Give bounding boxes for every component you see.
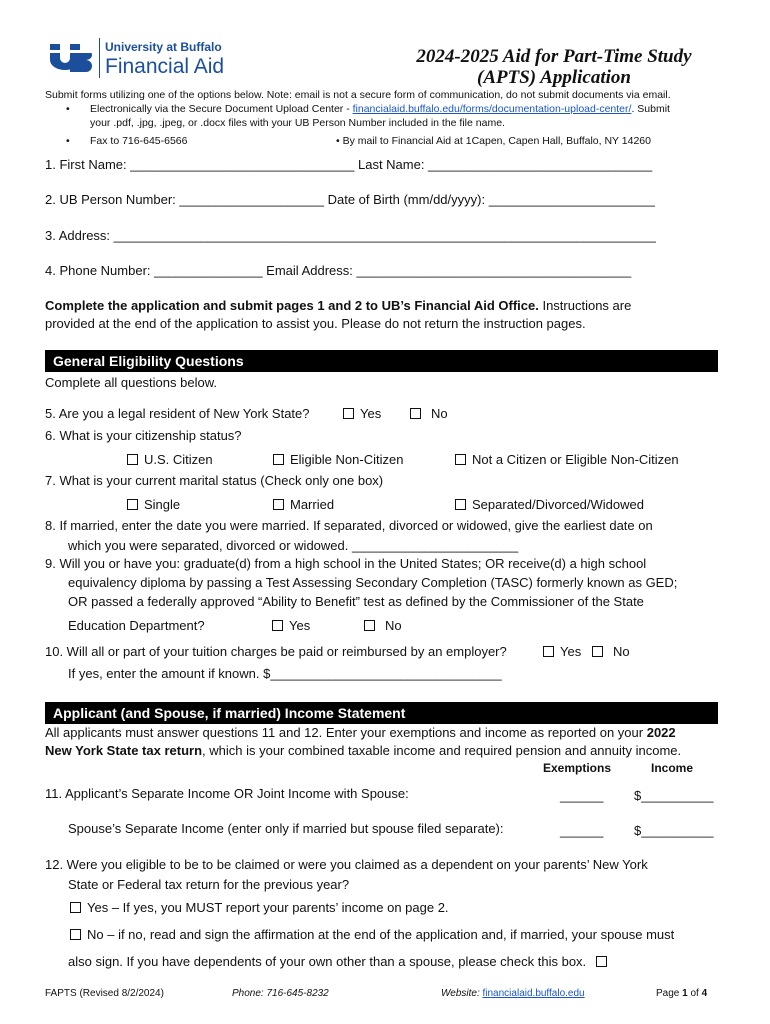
title-line1: 2024-2025 Aid for Part-Time Study	[416, 46, 692, 67]
section1-subtitle: Complete all questions below.	[45, 375, 217, 390]
question-12-line2: State or Federal tax return for the previous year?	[68, 877, 350, 892]
q5-yes-option[interactable]: Yes	[343, 405, 381, 423]
question-5: 5. Are you a legal resident of New York State?	[45, 406, 310, 421]
q12-no-line2: also sign. If you have dependents of your own other than a spouse, please check this box.	[68, 953, 613, 971]
checkbox-icon[interactable]	[273, 454, 284, 465]
q11-income-field[interactable]: $__________	[634, 788, 714, 803]
page-title	[384, 46, 724, 88]
option-fax	[66, 134, 187, 148]
question-8-line1: 8. If married, enter the date you were married. If separated, divorced or widowed, give the earliest date on	[45, 518, 653, 533]
question-9-line3: OR passed a federally approved “Ability to Benefit” test as defined by the Commissioner of the State	[68, 594, 644, 609]
logo-department: Financial Aid	[105, 55, 225, 78]
checkbox-icon[interactable]	[70, 902, 81, 913]
checkbox-icon[interactable]	[592, 646, 603, 657]
checkbox-icon[interactable]	[455, 454, 466, 465]
checkbox-icon[interactable]	[70, 929, 81, 940]
q10-yes-option[interactable]: Yes	[543, 643, 581, 661]
instructions	[45, 297, 735, 315]
q7-single-option[interactable]: Single	[127, 496, 180, 514]
q10-no-option[interactable]: No	[592, 643, 630, 661]
q6-eligible-noncitizen-option[interactable]: Eligible Non-Citizen	[273, 451, 403, 469]
ub-logo-icon	[48, 40, 94, 74]
footer-form-id: FAPTS (Revised 8/2/2024)	[45, 988, 164, 999]
option1-line2: your .pdf, .jpg, .jpeg, or .docx files with your UB Person Number included in the file name.	[90, 117, 505, 129]
spouse-income-field[interactable]: $__________	[634, 823, 714, 838]
q5-no-option[interactable]: No	[410, 405, 448, 423]
checkbox-icon[interactable]	[410, 408, 421, 419]
question-9-line1: 9. Will you or have you: graduate(d) from a high school in the United States; OR receive(d) a high school	[45, 556, 647, 571]
q12-no-option[interactable]: No – if no, read and sign the affirmation at the end of the application and, if married, your spouse must	[70, 926, 674, 944]
section-header-income: Applicant (and Spouse, if married) Income Statement	[45, 702, 718, 724]
checkbox-icon[interactable]	[272, 620, 283, 631]
title-line2: (APTS) Application	[477, 67, 631, 88]
col-income: Income	[651, 761, 694, 775]
bullet-icon: •	[66, 135, 70, 147]
q6-not-citizen-option[interactable]: Not a Citizen or Eligible Non-Citizen	[455, 451, 679, 469]
question-12-line1: 12. Were you eligible to be to be claimed or were you claimed as a dependent on your parents’ New York	[45, 857, 648, 872]
upload-center-link[interactable]: financialaid.buffalo.edu/forms/documentation-upload-center/	[352, 103, 632, 115]
logo-university: University at Buffalo	[105, 40, 222, 54]
spouse-income-label: Spouse’s Separate Income (enter only if married but spouse filed separate):	[68, 821, 504, 836]
option1-prefix: Electronically via the Secure Document Upload Center -	[90, 103, 353, 115]
checkbox-icon[interactable]	[343, 408, 354, 419]
footer-website: Website: financialaid.buffalo.edu	[441, 988, 585, 999]
checkbox-icon[interactable]	[273, 499, 284, 510]
checkbox-icon[interactable]	[364, 620, 375, 631]
question-6: 6. What is your citizenship status?	[45, 428, 242, 443]
q11-exemptions-field[interactable]: ______	[560, 788, 604, 803]
income-intro-line1: All applicants must answer questions 11 and 12. Enter your exemptions and income as reported on your 2022	[45, 725, 676, 740]
field-name[interactable]: 1. First Name: _______________________________ Last Name: _______________________________	[45, 157, 653, 172]
option-electronic	[66, 102, 736, 116]
section-header-eligibility: General Eligibility Questions	[45, 350, 718, 372]
checkbox-icon[interactable]	[127, 454, 138, 465]
footer-page-number: Page 1 of 4	[656, 988, 708, 999]
q12-yes-option[interactable]: Yes – If yes, you MUST report your parents’ income on page 2.	[70, 899, 449, 917]
q7-separated-option[interactable]: Separated/Divorced/Widowed	[455, 496, 644, 514]
instructions-bold: Complete the application and submit pages 1 and 2 to UB’s Financial Aid Office.	[45, 298, 539, 313]
q7-married-option[interactable]: Married	[273, 496, 334, 514]
q6-us-citizen-option[interactable]: U.S. Citizen	[127, 451, 213, 469]
income-intro-line2: New York State tax return, which is your combined taxable income and required pension and annuity income.	[45, 743, 682, 758]
checkbox-icon[interactable]	[543, 646, 554, 657]
field-phone-email[interactable]: 4. Phone Number: _______________ Email Address: ______________________________________	[45, 263, 632, 278]
footer-phone: Phone: 716-645-8232	[232, 988, 329, 999]
submission-note: Submit forms utilizing one of the options below. Note: email is not a secure form of communication, do not submit documents via email.	[45, 89, 671, 101]
question-7: 7. What is your current marital status (Check only one box)	[45, 473, 384, 488]
bullet-icon: •	[66, 103, 70, 115]
question-11: 11. Applicant’s Separate Income OR Joint Income with Spouse:	[45, 786, 409, 801]
q9-yes-option[interactable]: Yes	[272, 617, 310, 635]
checkbox-icon[interactable]	[127, 499, 138, 510]
logo-divider	[99, 38, 100, 78]
fax-text: Fax to 716-645-6566	[90, 135, 188, 147]
col-exemptions: Exemptions	[543, 761, 612, 775]
option1-suffix: . Submit	[631, 103, 670, 115]
q9-no-option[interactable]: No	[364, 617, 402, 635]
question-10-line1: 10. Will all or part of your tuition charges be paid or reimbursed by an employer?	[45, 644, 507, 659]
footer-website-link[interactable]: financialaid.buffalo.edu	[482, 988, 585, 999]
instructions-rest: Instructions are	[538, 298, 632, 313]
field-person-number-dob[interactable]: 2. UB Person Number: ____________________ Date of Birth (mm/dd/yyyy): _______________________	[45, 192, 655, 207]
instructions-line2: provided at the end of the application to assist you. Please do not return the instruction pages.	[45, 316, 586, 331]
question-8-line2[interactable]: which you were separated, divorced or widowed. _______________________	[68, 538, 519, 553]
field-address[interactable]: 3. Address: ___________________________________________________________________________	[45, 228, 656, 243]
question-9-line2: equivalency diploma by passing a Test Assessing Secondary Completion (TASC) formerly known as GED;	[68, 575, 678, 590]
checkbox-icon[interactable]	[455, 499, 466, 510]
spouse-exemptions-field[interactable]: ______	[560, 823, 604, 838]
question-10-line2[interactable]: If yes, enter the amount if known. $________________________________	[68, 666, 502, 681]
dependents-checkbox-icon[interactable]	[596, 956, 607, 967]
option-mail: • By mail to Financial Aid at 1Capen, Capen Hall, Buffalo, NY 14260	[336, 135, 651, 147]
question-9-line4: Education Department?	[68, 618, 205, 633]
